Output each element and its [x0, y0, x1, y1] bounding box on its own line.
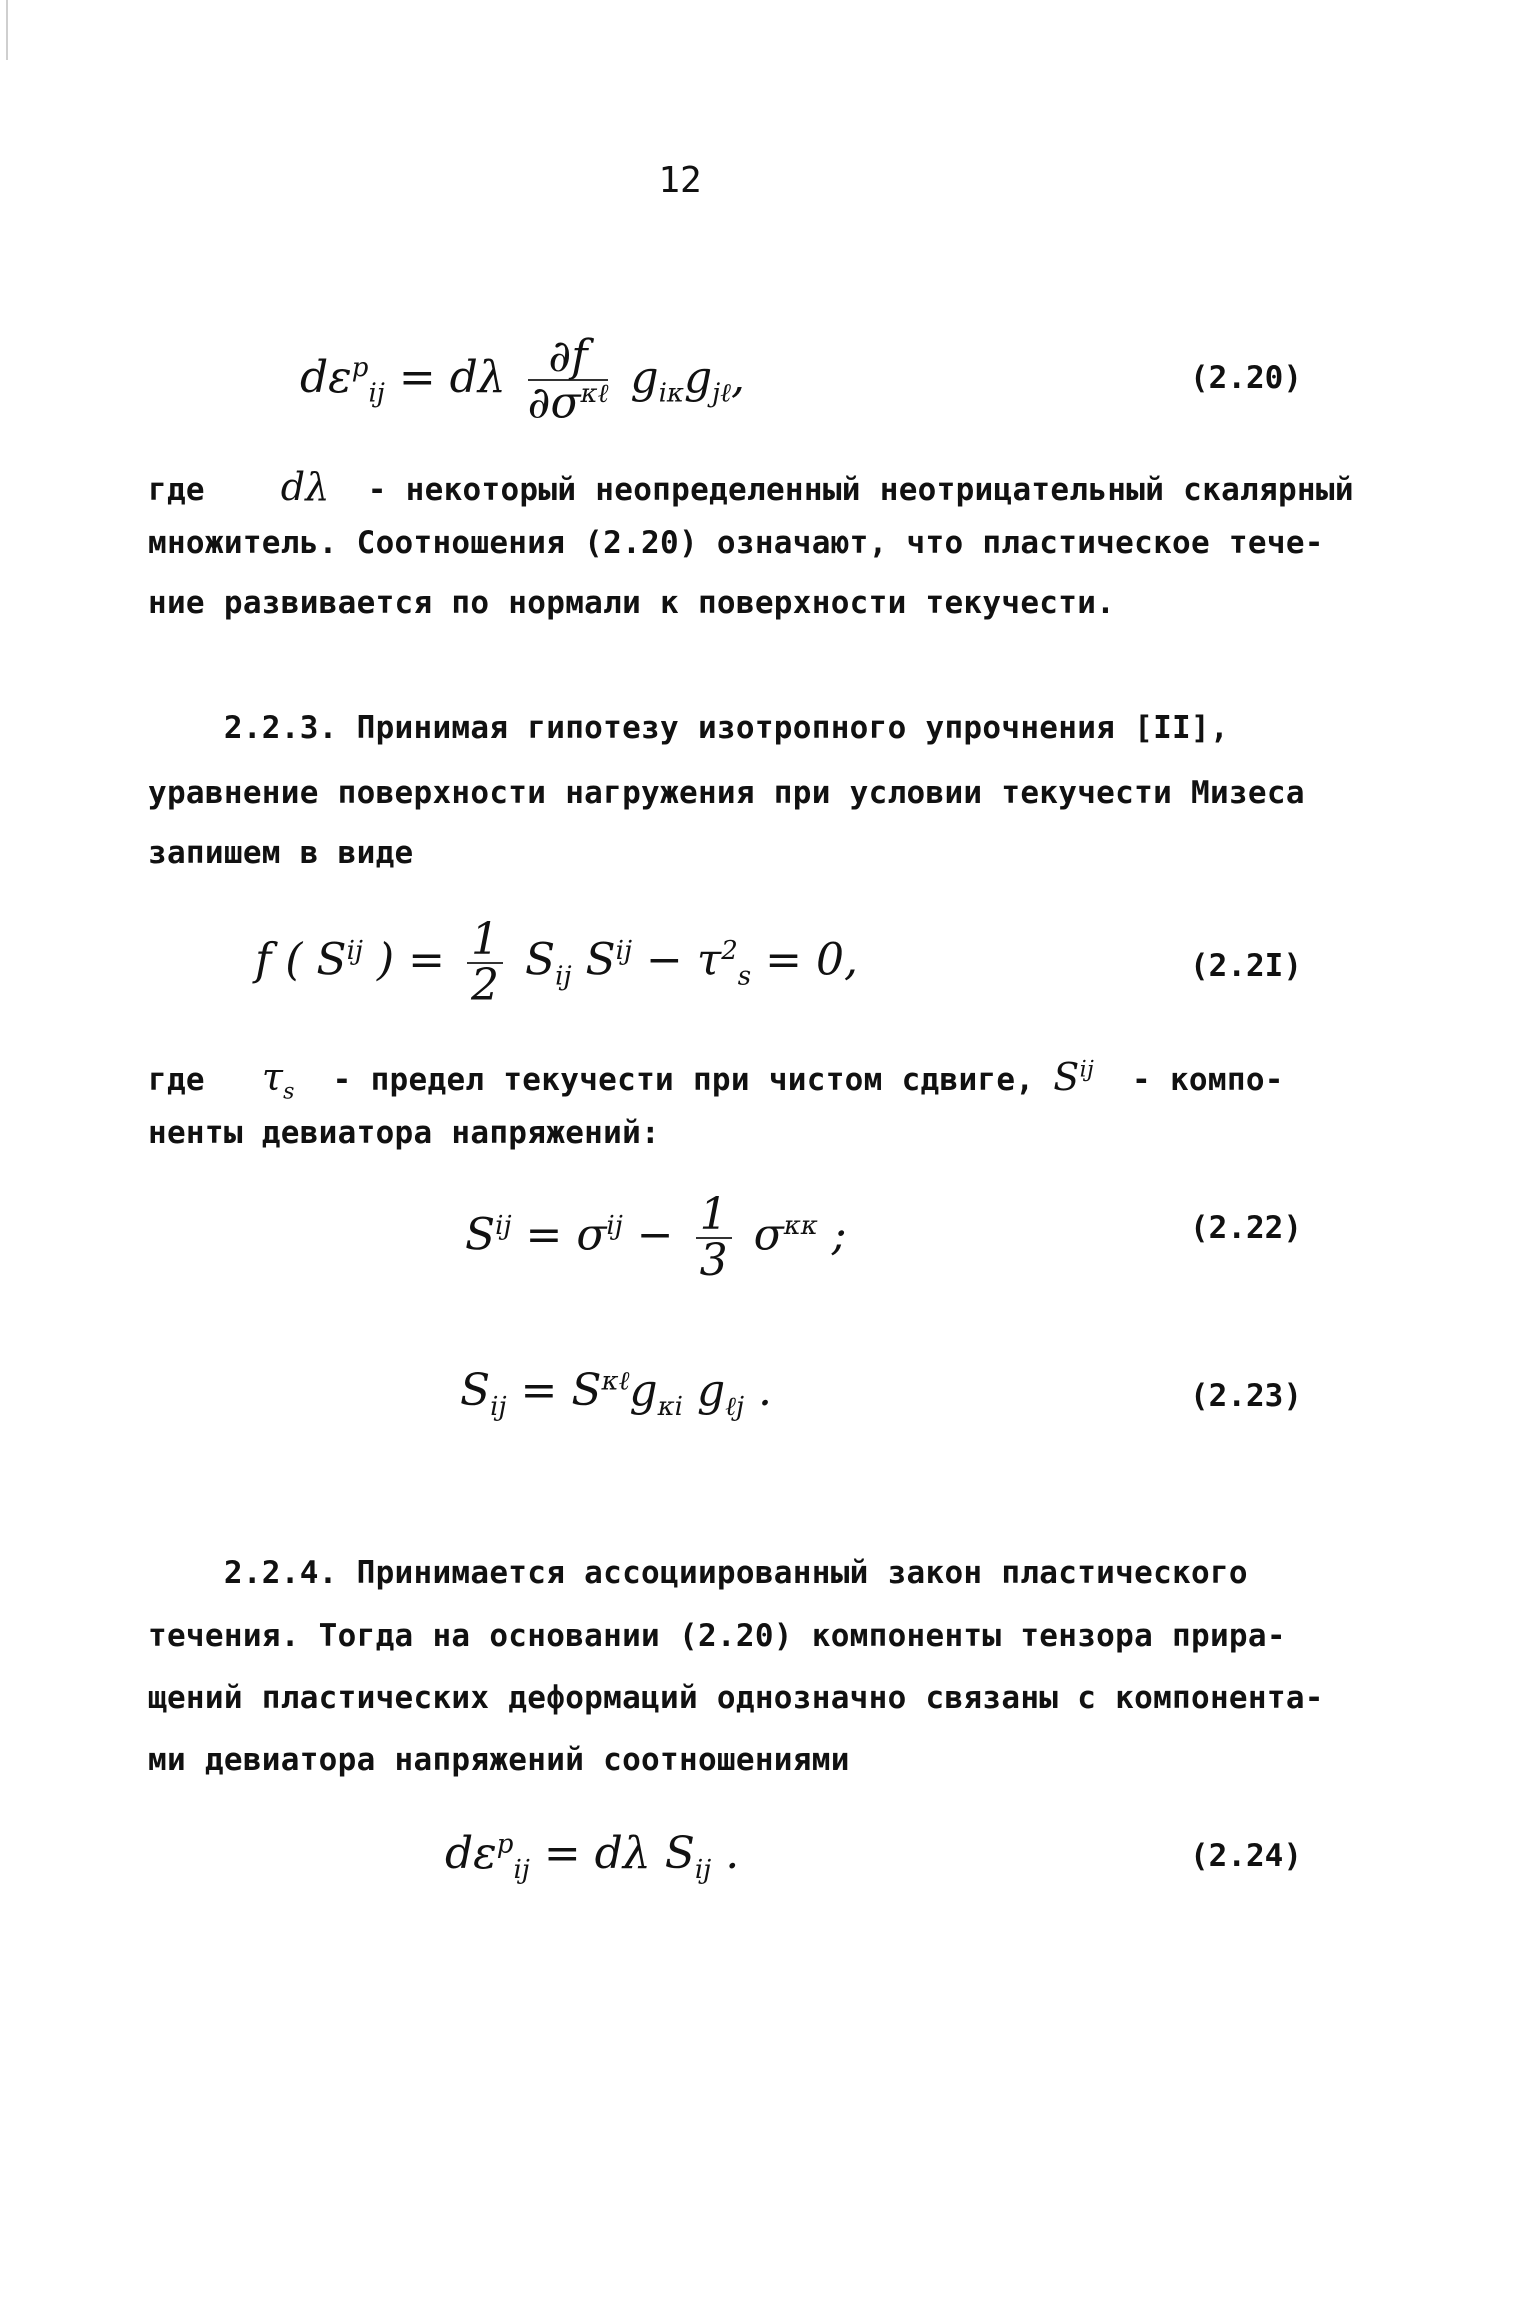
equation-number-2-21: (2.2I)	[1190, 948, 1302, 984]
para2-line1: 2.2.3. Принимая гипотезу изотропного упрочнения [II],	[148, 710, 1229, 746]
d-lambda-symbol: dλ	[280, 465, 330, 509]
equation-2-24: $d\varepsilon^p_{ij} = d\lambda$ $S_{ij}$ .	[445, 1828, 740, 1885]
para1-line3: ние развивается по нормали к поверхности текучести.	[148, 585, 1116, 621]
equation-number-2-22: (2.22)	[1190, 1210, 1302, 1246]
scan-margin-mark	[6, 0, 8, 60]
equation-2-21: f ( $S^{ij}$ ) = $\frac{1}{2}$ $S_{ij}$ $S^{ij} - \tau^2_s = 0$,	[255, 914, 858, 1011]
para4-line3: щений пластических деформаций однозначно связаны с компонента-	[148, 1680, 1324, 1716]
para1-line1: где dλ - некоторый неопределенный неотрицательный скалярный	[148, 465, 1354, 509]
para3-line2: ненты девиатора напряжений:	[148, 1115, 661, 1151]
page-number: 12	[658, 160, 702, 201]
equation-2-20: $d\varepsilon^p_{ij} = d\lambda$ $\frac{\partial f}{\partial\sigma^{\kappa\ell}}$ $g_{i\kappa}g_{j\ell}$,	[300, 331, 746, 429]
para1-line2: множитель. Соотношения (2.20) означают, что пластическое тече-	[148, 525, 1324, 561]
equation-2-22: $S^{ij} = \sigma^{ij}$ − $\frac{1}{3}$ $\sigma^{\kappa\kappa}$ ;	[465, 1189, 847, 1286]
equation-2-23: $S_{ij} = S^{\kappa\ell}g_{\kappa i}$ $g_{\ell j}$ .	[460, 1365, 772, 1422]
para4-line2: течения. Тогда на основании (2.20) компоненты тензора прира-	[148, 1618, 1286, 1654]
s-ij-symbol: $S^{ij}$	[1053, 1055, 1095, 1099]
para4-line1: 2.2.4. Принимается ассоциированный закон пластического	[148, 1555, 1248, 1591]
equation-number-2-23: (2.23)	[1190, 1378, 1302, 1414]
fraction-one-third: $\frac{1}{3}$	[696, 1193, 732, 1283]
equation-number-2-20: (2.20)	[1190, 360, 1302, 396]
fraction-one-half: $\frac{1}{2}$	[467, 918, 503, 1008]
equation-number-2-24: (2.24)	[1190, 1838, 1302, 1874]
para4-line4: ми девиатора напряжений соотношениями	[148, 1742, 850, 1778]
para2-line2: уравнение поверхности нагружения при условии текучести Мизеса	[148, 775, 1305, 811]
para2-line3: запишем в виде	[148, 835, 414, 871]
para3-line1: где $\tau_s$ - предел текучести при чистом сдвиге, $S^{ij}$ - компо-	[148, 1055, 1284, 1105]
fraction-df-dsigma: $\frac{\partial f}{\partial\sigma^{\kappa\ell}}$	[527, 331, 609, 429]
tau-s-symbol: $\tau_s$	[261, 1055, 295, 1105]
